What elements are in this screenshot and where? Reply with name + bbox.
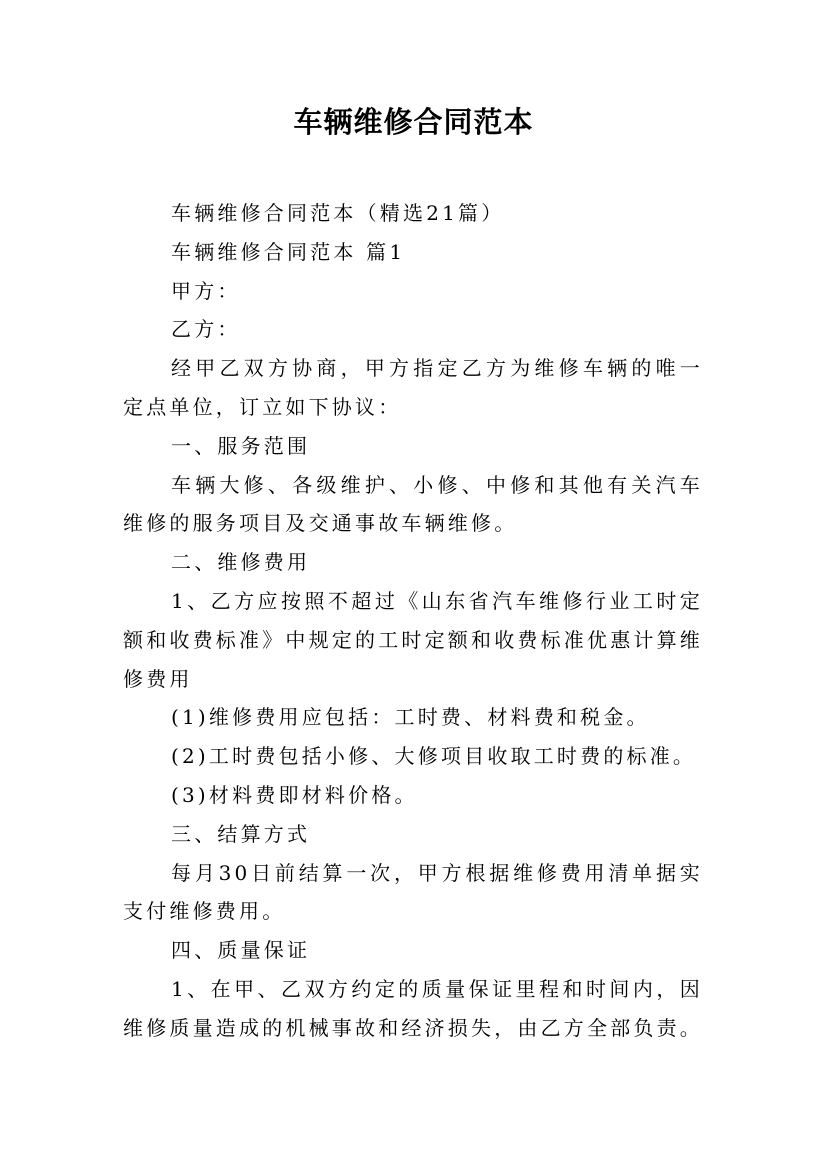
paragraph-agreement-intro: 经甲乙双方协商，甲方指定乙方为维修车辆的唯一定点单位，订立如下协议： bbox=[123, 356, 703, 419]
paragraph-quality-guarantee-1: 1、在甲、乙双方约定的质量保证里程和时间内，因维修质量造成的机械事故和经济损失，由乙方全部负责。 bbox=[123, 976, 703, 1040]
paragraph-party-a: 甲方： bbox=[171, 278, 241, 303]
document-body bbox=[123, 194, 703, 1048]
paragraph-fee-item-3: (3)材料费即材料价格。 bbox=[171, 782, 418, 807]
document-title: 车辆维修合同范本 bbox=[293, 105, 534, 139]
paragraph-party-b: 乙方： bbox=[171, 317, 241, 342]
paragraph-section-heading: 车辆维修合同范本 篇1 bbox=[171, 239, 406, 264]
paragraph-settlement: 每月30日前结算一次，甲方根据维修费用清单据实支付维修费用。 bbox=[123, 860, 703, 924]
paragraph-fee-rule-1: 1、乙方应按照不超过《山东省汽车维修行业工时定额和收费标准》中规定的工时定额和收费标准优惠计算维修费用 bbox=[123, 588, 703, 691]
paragraph-fee-item-2: (2)工时费包括小修、大修项目收取工时费的标准。 bbox=[171, 744, 697, 769]
heading-quality-guarantee: 四、质量保证 bbox=[171, 938, 311, 963]
heading-settlement: 三、结算方式 bbox=[171, 821, 311, 846]
paragraph-subtitle: 车辆维修合同范本（精选21篇） bbox=[171, 201, 505, 225]
heading-repair-fees: 二、维修费用 bbox=[171, 550, 311, 575]
heading-service-scope: 一、服务范围 bbox=[171, 433, 311, 458]
paragraph-service-scope: 车辆大修、各级维护、小修、中修和其他有关汽车维修的服务项目及交通事故车辆维修。 bbox=[123, 472, 703, 536]
paragraph-fee-item-1: (1)维修费用应包括：工时费、材料费和税金。 bbox=[171, 705, 650, 730]
